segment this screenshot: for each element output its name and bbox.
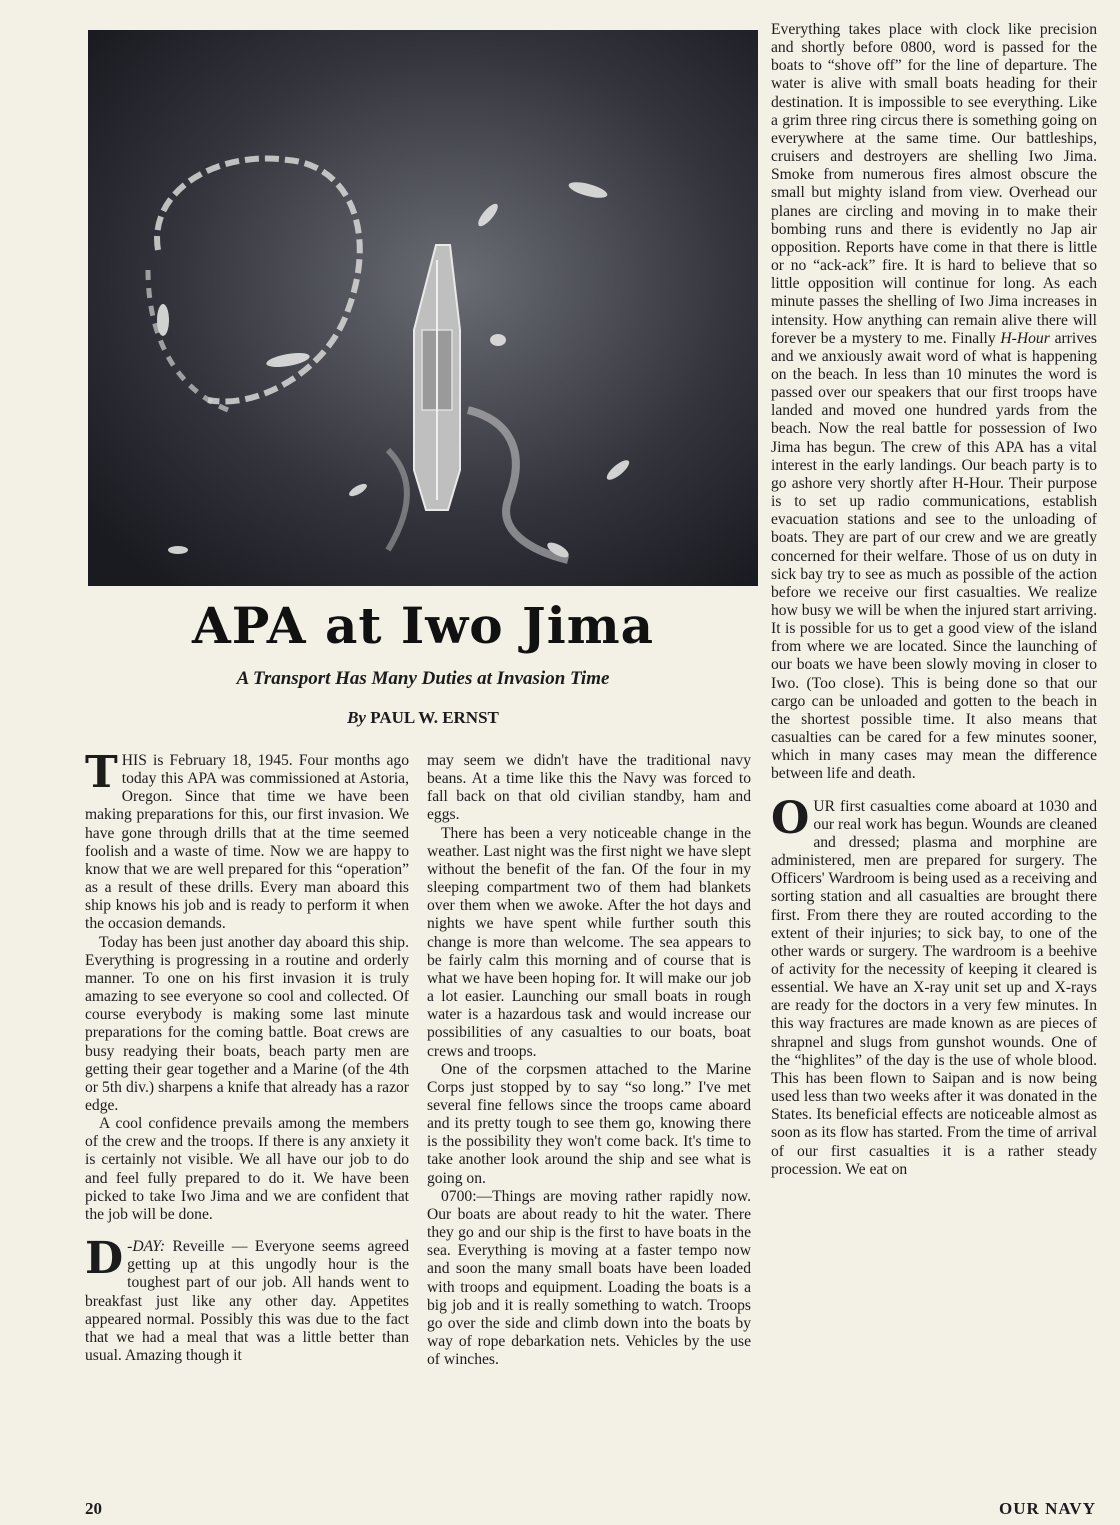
magazine-name: OUR NAVY	[999, 1499, 1096, 1518]
paragraph: 0700:—Things are moving rather rapidly now. Our boats are about ready to hit the water. There they go and our ship is the first to have boats in the sea. Everything is moving at a faster tempo now and soon the many small boats have been loaded with troops and equipment. Loading the boats is a big job and it is really something to watch. Troops go over the side and climb down into the boats by way of rope debarkation nets. Vehicles by the use of winches.	[427, 1187, 751, 1369]
aerial-ship-illustration	[88, 30, 758, 586]
section-lead: -DAY:	[127, 1238, 166, 1256]
column-1	[85, 747, 409, 1365]
article-subtitle: A Transport Has Many Duties at Invasion Time	[236, 668, 610, 689]
paragraph-text: HIS is February 18, 1945. Four months ago today this APA was commissioned at Astoria, Oregon. Since that time we have been making preparations for this, our first invasion. We have gone through drills that at the time seemed foolish and a waste of time. Now we are happy to know that we are well prepared for this “operation” as a result of these drills. Every man aboard this ship knows his job and is ready to perform it when the occasion demands.	[85, 752, 409, 933]
paragraph: One of the corpsmen attached to the Marine Corps just stopped by to say “so long.” I've met several fine fellows since the troops came aboard and its pretty tough to see them go, knowing there is the possibility they won't come back. It's time to take another look around the ship and see what is going on.	[427, 1060, 751, 1187]
drop-cap: T	[85, 747, 118, 798]
column-3	[771, 21, 1097, 1179]
column-2	[427, 752, 751, 1369]
byline-author: PAUL W. ERNST	[370, 708, 499, 727]
paragraph: There has been a very noticeable change in the weather. Last night was the first night we have slept without the benefit of the fan. Of the four in my sleeping compartment two of them had blankets over them when we awoke. After the hot days and nights we have spent while further south this change is more than welcome. The sea appears to be fairly calm this morning and of course that is what we have been hoping for. It will make our job a lot easier. Launching our small boats in rough water is a hazardous task and would increase our possibilities of any casualties to our boats, boat crews and troops.	[427, 824, 751, 1060]
drop-cap: D	[85, 1233, 124, 1285]
paragraph-text: Reveille — Everyone seems agreed getting up at this ungodly hour is the toughest part of our job. All hands went to breakfast just like any other day. Appetites appeared normal. Possibly this was due to the fact that we had a meal that was a little better than usual. Amazing though it	[85, 1238, 409, 1364]
article-title: APA at Iwo Jima	[192, 596, 654, 655]
page-number: 20	[85, 1499, 102, 1518]
paragraph: Today has been just another day aboard this ship. Everything is progressing in a routine and orderly manner. To one on his first invasion it is truly amazing to see everyone so cool and collected. Of course everybody is making some last minute preparations for the coming battle. Boat crews are busy readying their boats, beach party men are getting their gear together and a Marine (of the 4th or 5th div.) sharpens a knife that already has a razor edge.	[85, 933, 409, 1114]
paragraph	[85, 1233, 409, 1365]
paragraph: may seem we didn't have the traditional navy beans. At a time like this the Navy was forced to fall back on that old civilian standby, ham and eggs.	[427, 752, 751, 824]
byline	[88, 708, 758, 728]
paragraph	[771, 792, 1097, 1179]
drop-cap: O	[771, 792, 810, 844]
paragraph: A cool confidence prevails among the members of the crew and the troops. If there is any anxiety it is certainly not visible. We all have our job to do and feel fully prepared to do it. We have been picked to take Iwo Jima and we are confident that the job will be done.	[85, 1115, 409, 1223]
emphasis-text: H-Hour	[1000, 329, 1050, 347]
paragraph	[85, 747, 409, 934]
paragraph-text: arrives and we anxiously await word of what is happening on the beach. In less than 10 minutes the word is passed over our speakers that our first troops have landed and moved one hundred yards from the beach. Now the real battle for possession of Iwo Jima has begun. The crew of this APA has a vital interest in the early landings. Our beach party is to go ashore very shortly after H-Hour. Their purpose is to set up radio communications, establish evacuation stations and see to the unloading of boats. They are part of our crew and we are greatly concerned for their welfare. Those of us on duty in sick bay try to see as much as possible of the action before we receive our first casualties. We realize how busy we will be when the injured start arriving. It is possible for us to get a good view of the island from where we are located. Since the launching of our boats we have been slowly moving in closer to Iwo. (Too close). This is being done so that our cargo can be unloaded and gotten to the beach in the shortest possible time. It also means that casualties can be cared for a few minutes sooner, which in many cases may mean the difference between life and death.	[771, 329, 1097, 783]
paragraph-text: UR first casualties come aboard at 1030 and our real work has begun. Wounds are cleaned and dressed; plasma and morphine are administered, men are prepared for surgery. The Officers' Wardroom is being used as a receiving and sorting station and all casualties are brought there first. From there they are routed according to the extent of their injuries; to sick bay, to one of the other wards or surgery. The wardroom is a beehive of activity for the necessity of keeping it cleared is essential. We have an X-ray unit set up and X-rays are ready for the doctors in a very few minutes. In this way fractures are made known as are pieces of shrapnel and slugs from gunshot wounds. One of the “highlites” of the day is the use of whole blood. This has been flown to Saipan and is now being used less than two weeks after it was donated in the States. Its beneficial effects are noticeable almost as soon as its flow has started. From the time of arrival of our first casualties it is a rather steady procession. We eat on	[771, 797, 1097, 1178]
aerial-ship-photo	[88, 30, 758, 586]
paragraph-text: Everything takes place with clock like precision and shortly before 0800, word is passed for the boats to “shove off” for the line of departure. The water is alive with small boats heading for their destination. It is impossible to see everything. Like a grim three ring circus there is something going on everywhere at the same time. Our battleships, cruisers and destroyers are shelling Iwo Jima. Smoke from numerous fires almost obscure the small but mighty island from view. Overhead our planes are circling and moving in to make their bombing runs and there is evidently no Jap air opposition. Reports have come in that there is little or no “ack-ack” fire. It is hard to believe that so little opposition will continue for long. As each minute passes the shelling of Iwo Jima increases in intensity. How anything can remain alive there will forever be a mystery to me. Finally	[771, 21, 1097, 347]
byline-by: By	[347, 708, 366, 727]
paragraph	[771, 21, 1097, 784]
